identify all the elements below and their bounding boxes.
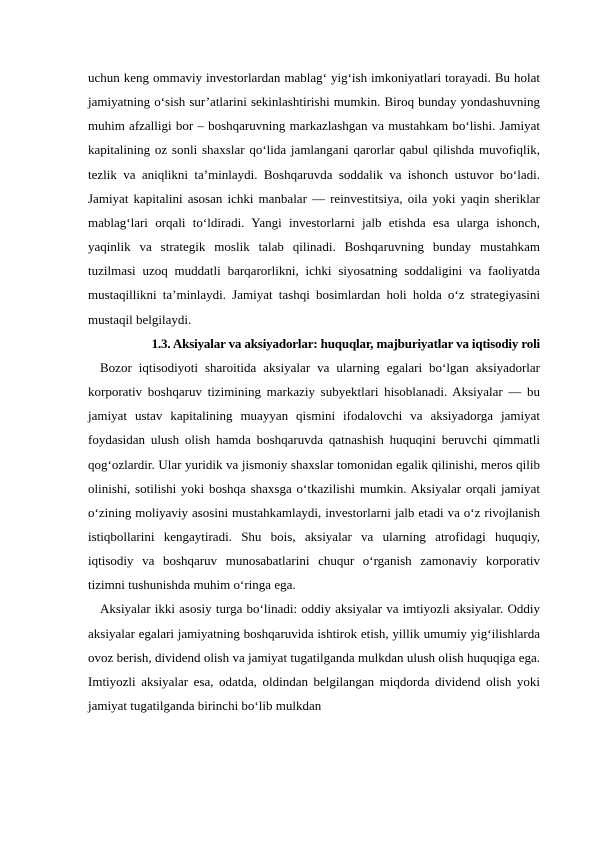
section-heading: 1.3. Aksiyalar va aksiyadorlar: huquqlar, majburiyatlar va iqtisodiy roli [151, 335, 540, 351]
body-paragraph: Bozor iqtisodiyoti sharoitida aksiyalar va ularning egalari bo‘lgan aksiyadorlar korporativ boshqaruv tizimining markaziy subyektlari hisoblanadi. Aksiyalar — bu jamiyat ustav kapitalining muayyan qismini ifodalovchi va aksiyadorga jamiyat foydasidan ulush olish hamda boshqaruvda qatnashish huquqini beruvchi qimmatli qog‘ozlardir. Ular yuridik va jismoniy shaxslar tomonidan egalik qilinishi, meros qilib olinishi, sotilishi yoki boshqa shaxsga o‘tkazilishi mumkin. Aksiyalar orqali jamiyat o‘zining moliyaviy asosini mustahkamlaydi, investorlarni jalb etadi va o‘z rivojlanish istiqbollarini kengaytiradi. Shu bois, aksiyalar va ularning atrofidagi huquqiy, iqtisodiy va boshqaruv munosabatlarini chuqur o‘rganish zamonaviy korporativ tizimni tushunishda muhim o‘ringa ega. [88, 359, 540, 593]
document-page [88, 66, 540, 718]
body-paragraph: uchun keng ommaviy investorlardan mablag‘ yig‘ish imkoniyatlari torayadi. Bu holat jamiyatning o‘sish sur’atlarini sekinlashtirishi mumkin. Biroq bunday yondashuvning muhim afzalligi bor – boshqaruvning markazlashgan va mustahkam bo‘lishi. Jamiyat kapitalining oz sonli shaxslar qo‘lida jamlangani qarorlar qabul qilishda muvofiqlik, tezlik va aniqlikni ta’minlaydi. Boshqaruvda soddalik va ishonch ustuvor bo‘ladi. Jamiyat kapitalini asosan ichki manbalar — reinvestitsiya, oila yoki yaqin sheriklar mablag‘lari orqali to‘ldiradi. Yangi investorlarni jalb etishda esa ularga ishonch, yaqinlik va strategik moslik talab qilinadi. Boshqaruvning bunday mustahkam tuzilmasi uzoq muddatli barqarorlikni, ichki siyosatning soddaligini va faoliyatda mustaqillikni ta’minlaydi. Jamiyat tashqi bosimlardan holi holda o‘z strategiyasini mustaqil belgilaydi. [88, 70, 540, 327]
body-paragraph: Aksiyalar ikki asosiy turga bo‘linadi: oddiy aksiyalar va imtiyozli aksiyalar. Oddiy aksiyalar egalari jamiyatning boshqaruvida ishtirok etish, yillik umumiy yig‘ilishlarda ovoz berish, dividend olish va jamiyat tugatilganda mulkdan ulush olish huquqiga ega. Imtiyozli aksiyalar esa, odatda, oldindan belgilangan miqdorda dividend olish yoki jamiyat tugatilganda birinchi bo‘lib mulkdan [88, 601, 540, 714]
